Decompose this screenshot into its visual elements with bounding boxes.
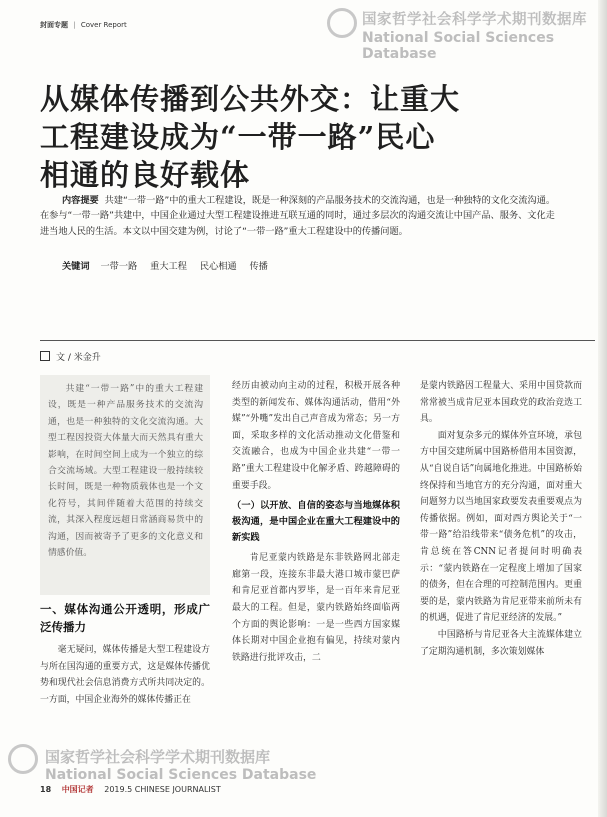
column-1 [40, 600, 210, 708]
keyword-item: 重大工程 [150, 261, 187, 272]
section-heading-1: 一、媒体沟通公开透明，形成广泛传播力 [40, 602, 210, 634]
page-footer [40, 784, 229, 795]
section-label-cn: 封面专题 [40, 21, 68, 29]
abstract [40, 193, 560, 239]
lead-text: 共建“一带一路”中的重大工程建设，既是一种产品服务技术的交流沟通，也是一种独特的文化交流沟通。大型工程因投资大体量大而天然具有重大影响，在时间空间上成为一个独立的综合交流场域。大型工程建设一般持续较长时间，既是一种物质载体也是一个文化符号，其间伴随着大范围的持续交流，其深入程度远超日常涵商易货中的沟通，因而被寄予了更多的文化意义和情感价值。 [48, 384, 203, 559]
subheading-1: （一）以开放、自信的姿态与当地媒体积极沟通，是中国企业在重大工程建设中的新实践 [232, 500, 400, 544]
keywords-label: 关键词 [62, 261, 90, 272]
lead-box [40, 375, 210, 595]
issue-label: 2019.5 CHINESE JOURNALIST [104, 785, 221, 794]
paragraph: 中国路桥与肯尼亚各大主流媒体建立了定期沟通机制，多次策划媒体 [420, 629, 582, 657]
keyword-item: 一带一路 [100, 261, 138, 272]
paragraph: 经历由被动向主动的过程，积极开展各种类型的新闻发布、媒体沟通活动，借用“外媒”“外嘴”发出自己声音成为常态；另一方面，采取多样的文化活动推动文化借鉴和交流融合，也成为中国企业共建“一带一路”重大工程建设中化解矛盾、跨越障碍的重要手段。 [232, 381, 400, 491]
page-edge [598, 0, 607, 817]
watermark-bottom-cn: 国家哲学社会科学学术期刊数据库 [45, 748, 271, 766]
abstract-label: 内容提要 [62, 195, 99, 206]
title-line-3: 相通的良好载体 [40, 158, 251, 192]
keyword-item: 民心相通 [199, 261, 237, 272]
keywords [62, 258, 278, 272]
paragraph: 面对复杂多元的媒体外宣环境，承包方中国交建所属中国路桥借用本国资源，从“自说自话”向属地化推进。中国路桥始终保持和当地官方的充分沟通，面对重大问题努力以当地国家政要发表重要观点为传播依据。例如，面对西方舆论关于“一带一路”给沿线带来“债务危机”的攻击，肯总统在答CNN记者提问时明确表示：“蒙内铁路在一定程度上增加了国家的债务，但在合理的可控制范围内。更重要的是，蒙内铁路为肯尼亚带来前所未有的机遇，促进了肯尼亚经济的发展。” [420, 430, 582, 624]
paragraph: 毫无疑问，媒体传播是大型工程建设方与所在国沟通的重要方式，这是媒体传播优势和现代社会信息消费方式所共同决定的。一方面，中国企业海外的媒体传播正在 [40, 645, 210, 705]
author-line [40, 350, 101, 363]
watermark-logo-icon [327, 8, 357, 38]
section-label [40, 20, 127, 30]
section-label-en: Cover Report [80, 21, 127, 29]
author-name: 文 / 米金升 [56, 353, 101, 363]
watermark-logo-icon [8, 744, 38, 774]
divider-rule [40, 340, 595, 341]
paragraph: 是蒙内铁路因工程量大、采用中国贷款而常常被当成肯尼亚本国政党的政治竞选工具。 [420, 381, 582, 425]
keyword-item: 传播 [249, 261, 268, 272]
column-3 [420, 378, 582, 660]
article-title [40, 80, 540, 194]
square-icon [40, 351, 50, 361]
watermark-bottom-en: National Social Sciences Database [45, 767, 317, 783]
page-number: 18 [40, 785, 52, 794]
title-line-1: 从媒体传播到公共外交：让重大 [40, 82, 461, 116]
title-line-2: 工程建设成为“一带一路”民心 [40, 120, 436, 154]
watermark-top-cn: 国家哲学社会科学学术期刊数据库 [362, 12, 587, 28]
abstract-text: 共建“一带一路”中的重大工程建设，既是一种深刻的产品服务技术的交流沟通，也是一种独特的文化交流沟通。在参与“一带一路”共建中，中国企业通过大型工程建设推进互联互通的同时，通过多层次的沟通交流让中国产品、服务、文化走进当地人民的生活。本文以中国交建为例，讨论了“一带一路”重大工程建设中的传播问题。 [40, 195, 556, 237]
paragraph: 肯尼亚蒙内铁路是东非铁路网北部走廊第一段，连接东非最大港口城市蒙巴萨和肯尼亚首都内罗毕，是一百年来肯尼亚最大的工程。但是，蒙内铁路始终面临两个方面的舆论影响：一是一些西方国家媒体长期对中国企业抱有偏见，持续对蒙内铁路进行批评攻击，二 [232, 553, 400, 663]
journal-brand: 中国记者 [61, 785, 94, 794]
watermark-top-en: National Social Sciences Database [362, 30, 555, 62]
section-divider: | [73, 21, 76, 29]
column-2 [232, 378, 400, 666]
